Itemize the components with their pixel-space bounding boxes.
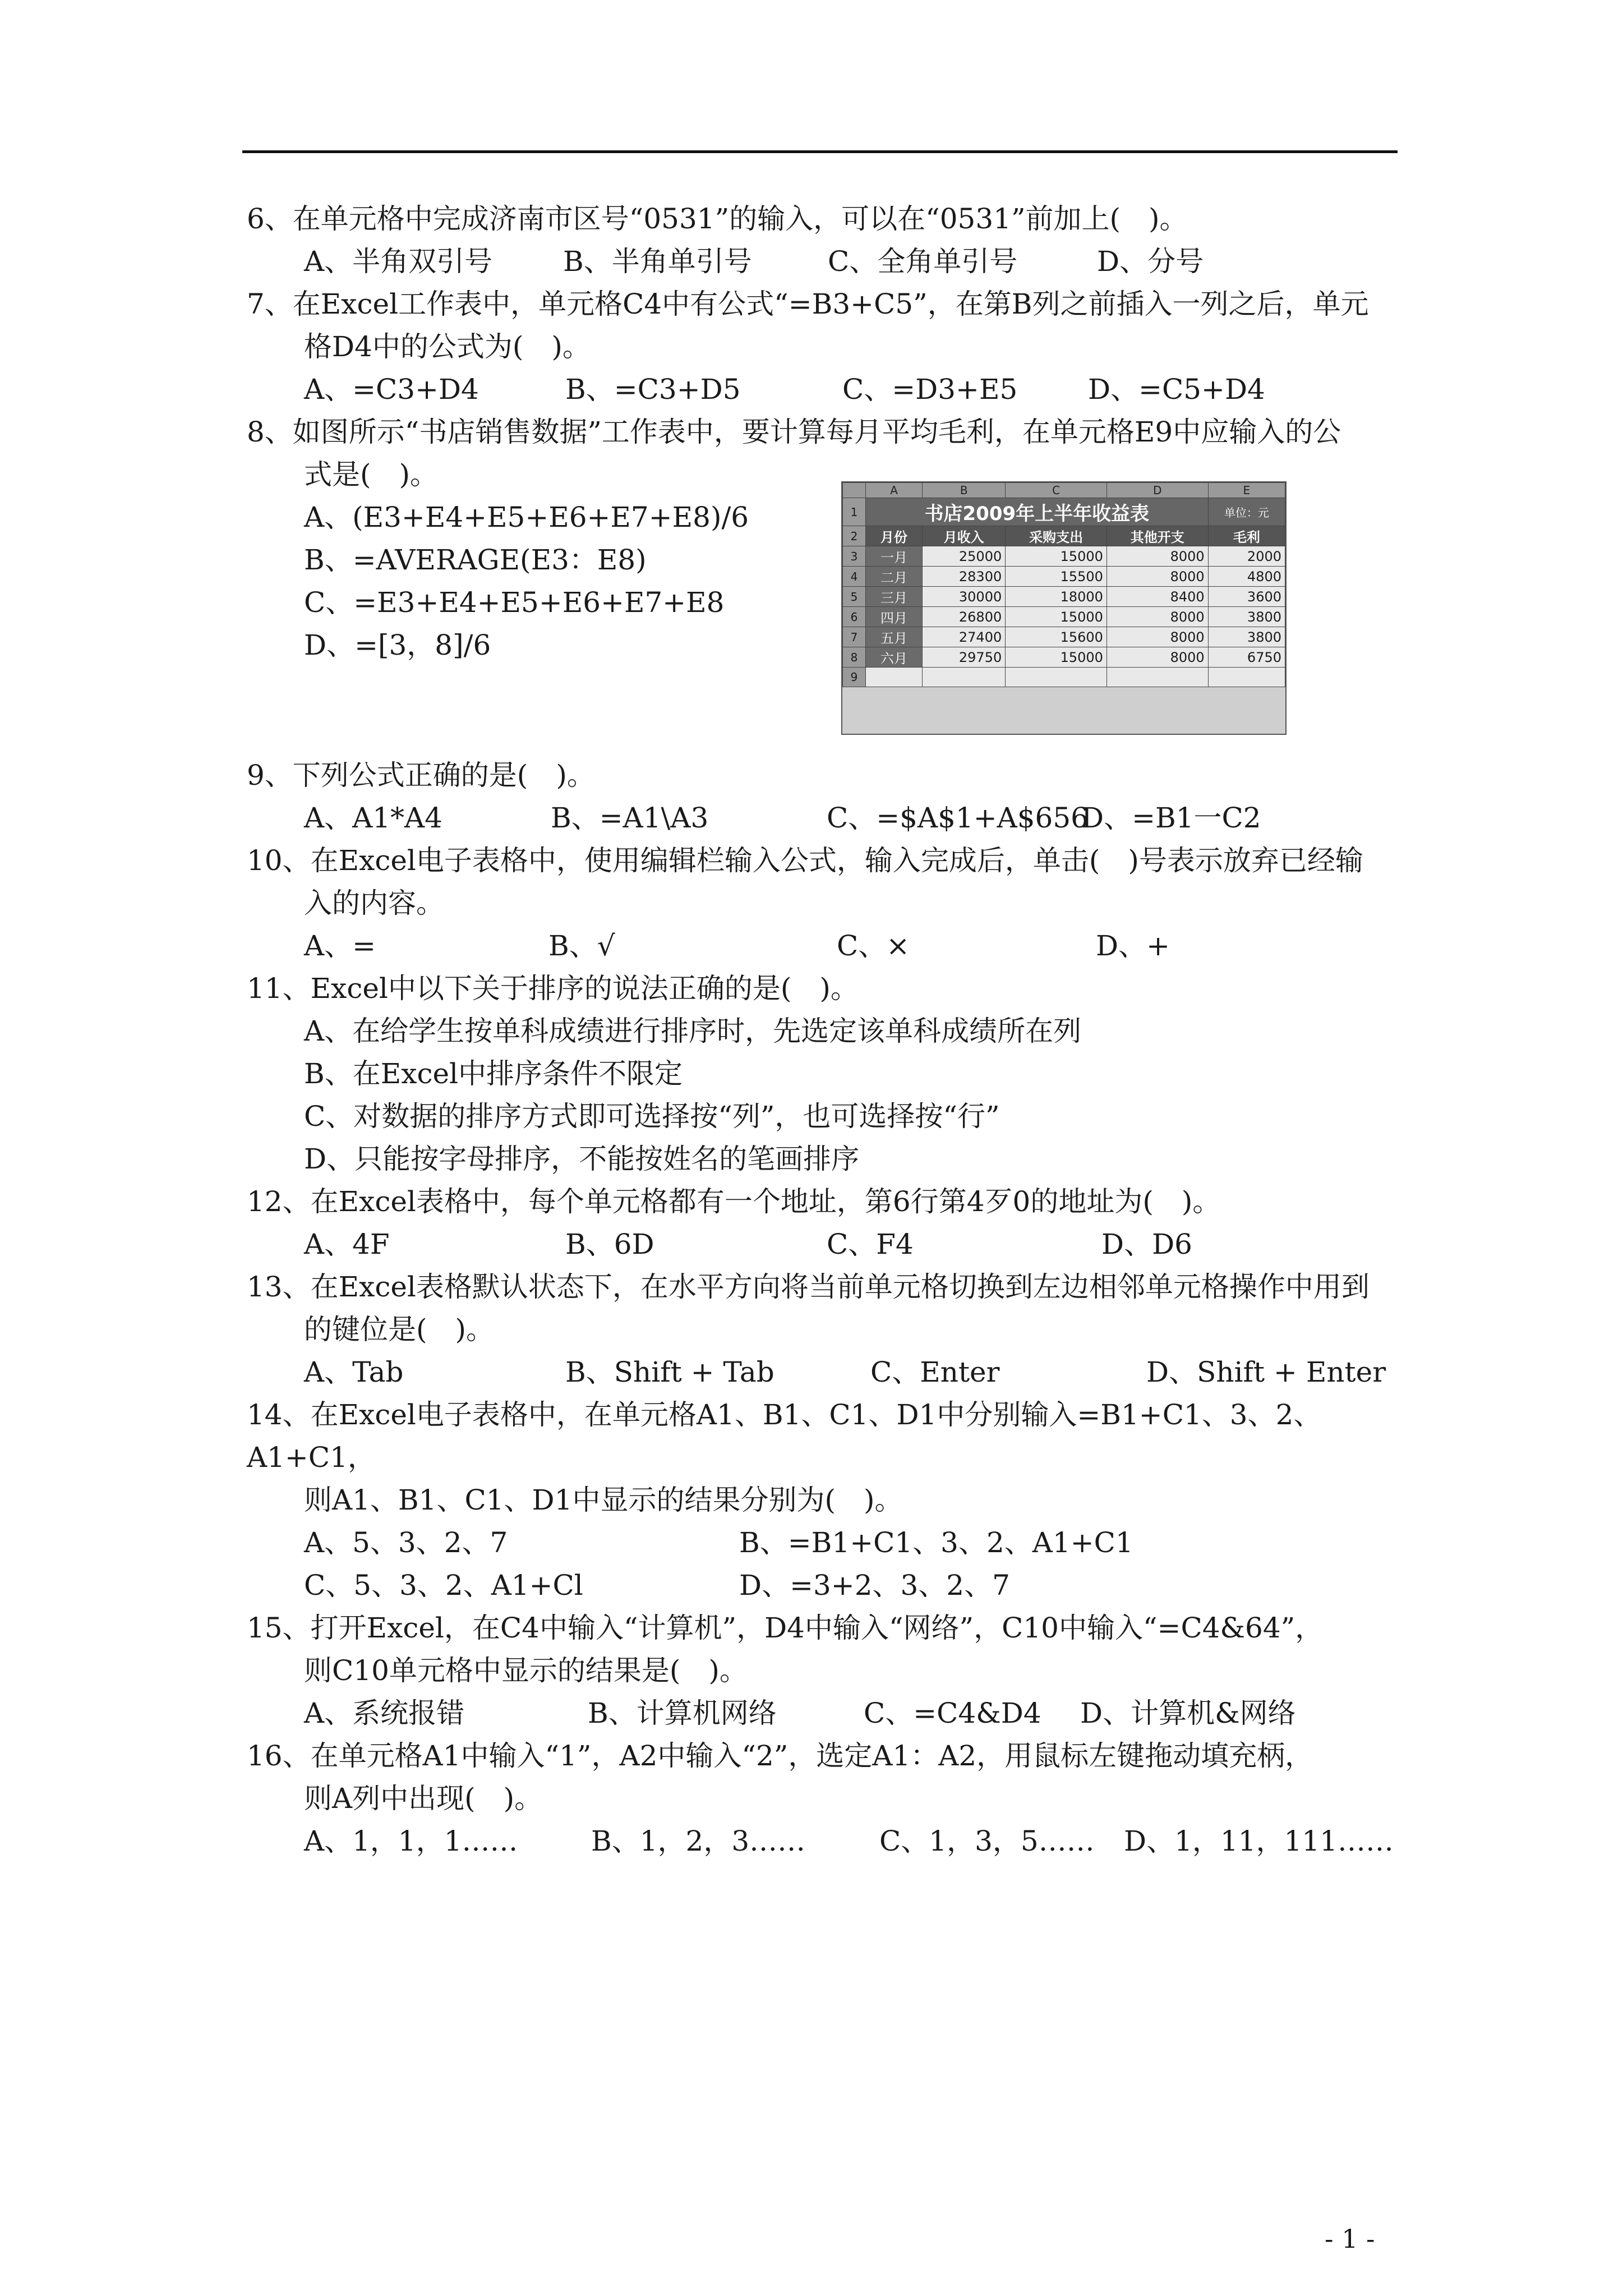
option-b: B、=B1+C1、3、2、A1+C1 <box>739 1526 1133 1559</box>
row-number: 7 <box>843 627 866 647</box>
purchase-cell: 15000 <box>1006 647 1107 668</box>
option-c: C、Enter <box>870 1356 1000 1388</box>
title-row <box>843 498 1285 526</box>
option-a: A、在给学生按单科成绩进行排序时，先选定该单科成绩所在列 <box>304 1015 1082 1047</box>
question-6-options <box>247 240 1413 283</box>
question-9-text: 9、下列公式正确的是( )。 <box>247 759 595 792</box>
question-10-line2: 入的内容。 <box>304 887 444 919</box>
option-b: B、=AVERAGE(E3：E8) <box>304 544 647 576</box>
option-b: B、√ <box>548 930 615 962</box>
empty-cell <box>866 668 923 687</box>
empty-cell <box>1106 668 1208 687</box>
table-row <box>843 587 1285 607</box>
other-cell: 8000 <box>1106 546 1208 567</box>
option-c: C、× <box>837 930 910 962</box>
question-6-text: 6、在单元格中完成济南市区号“0531”的输入，可以在“0531”前加上( )。 <box>247 203 1188 235</box>
question-11 <box>247 967 1413 1180</box>
question-8-options <box>304 496 749 666</box>
empty-cell <box>923 668 1006 687</box>
column-header: 毛利 <box>1208 526 1285 546</box>
question-13-line2: 的键位是( )。 <box>304 1313 495 1346</box>
other-cell: 8000 <box>1106 567 1208 587</box>
month-cell: 三月 <box>866 587 923 607</box>
question-9 <box>247 754 1413 839</box>
question-9-options <box>247 797 1413 839</box>
option-b: B、Shift + Tab <box>565 1356 774 1388</box>
other-cell: 8400 <box>1106 587 1208 607</box>
question-8-line2: 式是( )。 <box>304 458 439 491</box>
profit-cell: 4800 <box>1208 567 1285 587</box>
question-14-line1: 14、在Excel电子表格中，在单元格A1、B1、C1、D1中分别输入=B1+C1、3、2、A1+C1， <box>247 1398 1322 1474</box>
question-16-options <box>247 1820 1413 1862</box>
question-10-line1: 10、在Excel电子表格中，使用编辑栏输入公式，输入完成后，单击( )号表示放弃已经输 <box>247 844 1363 877</box>
table-row <box>843 546 1285 567</box>
other-cell: 8000 <box>1106 647 1208 668</box>
option-d: D、计算机&网络 <box>1080 1697 1296 1729</box>
column-header: 其他开支 <box>1106 526 1208 546</box>
question-6 <box>247 197 1413 283</box>
question-7-line2: 格D4中的公式为( )。 <box>304 330 591 363</box>
question-15 <box>247 1607 1413 1734</box>
option-b: B、=A1\A3 <box>551 802 709 834</box>
option-c: C、5、3、2、A1+Cl <box>304 1569 583 1602</box>
option-a: A、Tab <box>304 1356 404 1388</box>
question-7-options <box>247 368 1413 411</box>
option-b: B、半角单引号 <box>563 245 752 278</box>
option-a: A、= <box>304 930 376 962</box>
month-cell: 五月 <box>866 627 923 647</box>
option-d: D、分号 <box>1097 245 1204 278</box>
month-cell: 二月 <box>866 567 923 587</box>
option-a: A、半角双引号 <box>304 245 493 278</box>
option-d: D、=3+2、3、2、7 <box>739 1569 1010 1602</box>
income-cell: 28300 <box>923 567 1006 587</box>
spreadsheet-image <box>841 481 1287 735</box>
table-row <box>843 647 1285 668</box>
option-c: C、=C4&D4 <box>864 1697 1041 1729</box>
option-d: D、=B1一C2 <box>1081 802 1261 834</box>
table-row <box>843 668 1285 687</box>
question-15-options <box>247 1692 1413 1734</box>
option-a: A、A1*A4 <box>304 802 442 834</box>
question-16-line2: 则A列中出现( )。 <box>304 1782 543 1815</box>
option-d: D、1，11，111…… <box>1124 1825 1394 1857</box>
spreadsheet-table <box>842 482 1285 687</box>
question-13 <box>247 1266 1413 1393</box>
question-8-line1: 8、如图所示“书店销售数据”工作表中，要计算每月平均毛利，在单元格E9中应输入的公 <box>247 416 1341 448</box>
row-number: 2 <box>843 526 866 546</box>
profit-cell: 3800 <box>1208 627 1285 647</box>
question-16 <box>247 1734 1413 1862</box>
option-b: B、计算机网络 <box>588 1697 777 1729</box>
option-d: D、Shift + Enter <box>1146 1356 1386 1388</box>
empty-cell <box>1006 668 1107 687</box>
header-rule <box>242 150 1398 153</box>
month-cell: 一月 <box>866 546 923 567</box>
question-14 <box>247 1393 1413 1607</box>
question-13-options <box>247 1351 1413 1393</box>
sheet-title: 书店2009年上半年收益表 <box>866 498 1209 526</box>
question-10 <box>247 839 1413 967</box>
purchase-cell: 15000 <box>1006 546 1107 567</box>
question-15-line2: 则C10单元格中显示的结果是( )。 <box>304 1654 748 1687</box>
column-header: 月份 <box>866 526 923 546</box>
col-letter: D <box>1106 483 1208 498</box>
row-number: 1 <box>843 498 866 526</box>
income-cell: 25000 <box>923 546 1006 567</box>
option-c: C、对数据的排序方式即可选择按“列”，也可选择按“行” <box>304 1100 1000 1133</box>
table-row <box>843 607 1285 627</box>
header-row <box>843 526 1285 546</box>
option-a: A、系统报错 <box>304 1697 465 1729</box>
other-cell: 8000 <box>1106 627 1208 647</box>
option-d: D、D6 <box>1101 1228 1192 1260</box>
row-number: 4 <box>843 567 866 587</box>
month-cell: 四月 <box>866 607 923 627</box>
table-row <box>843 567 1285 587</box>
page-number: - 1 - <box>1325 2224 1375 2254</box>
purchase-cell: 15000 <box>1006 607 1107 627</box>
option-d: D、只能按字母排序，不能按姓名的笔画排序 <box>304 1143 860 1175</box>
question-10-options <box>247 924 1413 967</box>
row-number: 3 <box>843 546 866 567</box>
option-a: A、4F <box>304 1228 390 1260</box>
purchase-cell: 15500 <box>1006 567 1107 587</box>
question-14-options-row1 <box>247 1521 1413 1564</box>
question-12-options <box>247 1223 1413 1266</box>
question-12-text: 12、在Excel表格中，每个单元格都有一个地址，第6行第4歹0的地址为( )。 <box>247 1185 1221 1218</box>
col-letter: C <box>1006 483 1107 498</box>
profit-cell: 3600 <box>1208 587 1285 607</box>
sheet-unit: 单位：元 <box>1208 498 1285 526</box>
option-c: C、F4 <box>827 1228 914 1260</box>
option-b: B、1，2，3…… <box>591 1825 806 1857</box>
purchase-cell: 18000 <box>1006 587 1107 607</box>
option-a: A、=C3+D4 <box>304 373 479 406</box>
col-letter: E <box>1208 483 1285 498</box>
question-list <box>247 197 1413 1862</box>
option-b: B、在Excel中排序条件不限定 <box>304 1057 683 1090</box>
option-c: C、1，3，5…… <box>879 1825 1095 1857</box>
option-d: D、=C5+D4 <box>1088 373 1265 406</box>
purchase-cell: 15600 <box>1006 627 1107 647</box>
empty-cell <box>1208 668 1285 687</box>
column-header: 采购支出 <box>1006 526 1107 546</box>
question-7-line1: 7、在Excel工作表中，单元格C4中有公式“=B3+C5”，在第B列之前插入一列之后，单元 <box>247 288 1369 320</box>
question-11-text: 11、Excel中以下关于排序的说法正确的是( )。 <box>247 972 859 1005</box>
option-b: B、=C3+D5 <box>565 373 741 406</box>
question-8 <box>247 411 1413 754</box>
profit-cell: 6750 <box>1208 647 1285 668</box>
option-d: D、=[3，8]/6 <box>304 629 491 661</box>
question-14-line2: 则A1、B1、C1、D1中显示的结果分别为( )。 <box>304 1484 903 1516</box>
option-c: C、=D3+E5 <box>842 373 1018 406</box>
corner-cell <box>843 483 866 498</box>
question-14-options-row2 <box>247 1564 1413 1607</box>
col-letter: B <box>923 483 1006 498</box>
option-c: C、=E3+E4+E5+E6+E7+E8 <box>304 586 725 619</box>
other-cell: 8000 <box>1106 607 1208 627</box>
month-cell: 六月 <box>866 647 923 668</box>
option-a: A、(E3+E4+E5+E6+E7+E8)/6 <box>304 501 749 533</box>
row-number: 5 <box>843 587 866 607</box>
question-7 <box>247 283 1413 411</box>
option-a: A、1，1，1…… <box>304 1825 518 1857</box>
income-cell: 27400 <box>923 627 1006 647</box>
option-c: C、全角单引号 <box>828 245 1018 278</box>
income-cell: 30000 <box>923 587 1006 607</box>
question-15-line1: 15、打开Excel，在C4中输入“计算机”，D4中输入“网络”，C10中输入“=C4&64”， <box>247 1612 1324 1644</box>
question-12 <box>247 1180 1413 1266</box>
column-header-row <box>843 483 1285 498</box>
table-row <box>843 627 1285 647</box>
option-a: A、5、3、2、7 <box>304 1526 508 1559</box>
column-header: 月收入 <box>923 526 1006 546</box>
income-cell: 26800 <box>923 607 1006 627</box>
question-13-line1: 13、在Excel表格默认状态下，在水平方向将当前单元格切换到左边相邻单元格操作中用到 <box>247 1271 1370 1303</box>
col-letter: A <box>866 483 923 498</box>
row-number: 6 <box>843 607 866 627</box>
profit-cell: 3800 <box>1208 607 1285 627</box>
option-d: D、+ <box>1096 930 1170 962</box>
option-b: B、6D <box>565 1228 654 1260</box>
option-c: C、=$A$1+A$656 <box>827 802 1089 834</box>
income-cell: 29750 <box>923 647 1006 668</box>
row-number: 8 <box>843 647 866 668</box>
question-16-line1: 16、在单元格A1中输入“1”，A2中输入“2”，选定A1：A2，用鼠标左键拖动填充柄， <box>247 1740 1313 1772</box>
profit-cell: 2000 <box>1208 546 1285 567</box>
row-number: 9 <box>843 668 866 687</box>
